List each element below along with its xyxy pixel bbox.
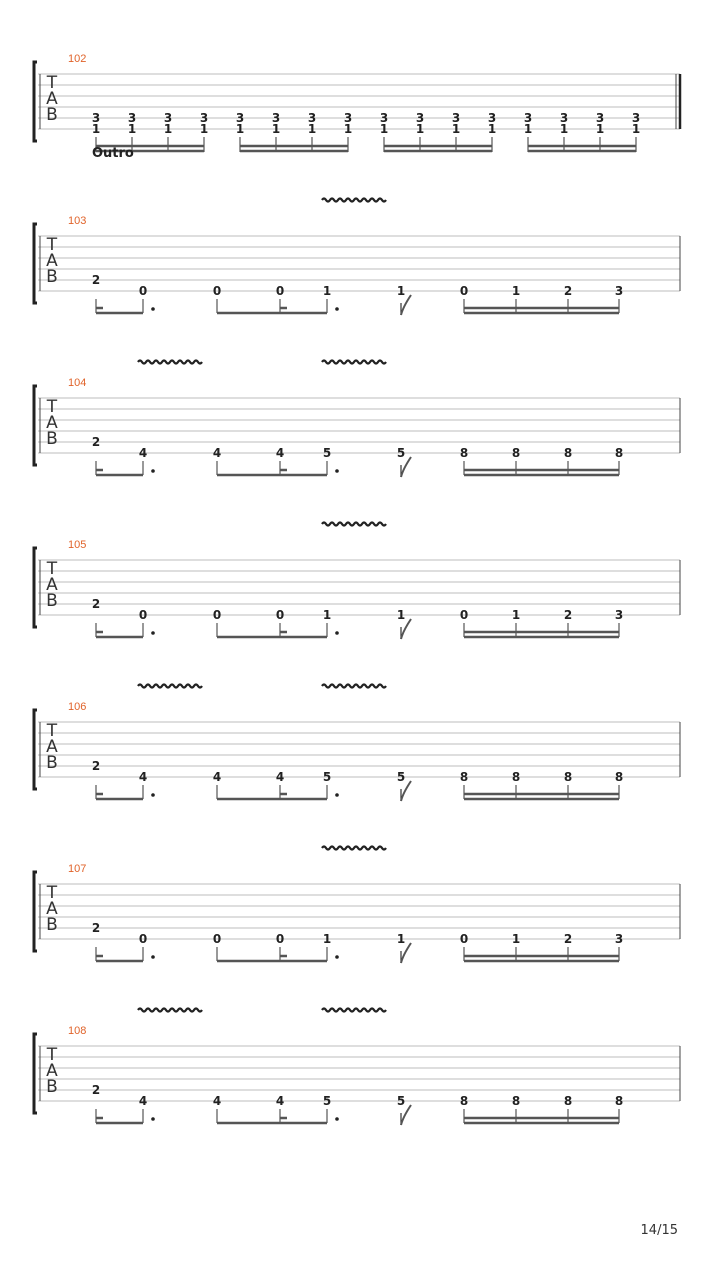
measure-number: 106 <box>68 701 87 713</box>
fret-number: 0 <box>459 284 469 298</box>
fret-number: 0 <box>138 932 148 946</box>
rhythm-dot <box>151 793 155 797</box>
note-flag <box>401 457 411 477</box>
fret-number: 2 <box>91 759 101 773</box>
fret-number: 3 <box>595 111 605 125</box>
section-label: Outro <box>92 146 134 161</box>
fret-number: 5 <box>322 770 332 784</box>
rhythm-dot <box>335 955 339 959</box>
fret-number: 4 <box>212 446 222 460</box>
fret-number: 3 <box>614 932 624 946</box>
fret-number: 1 <box>322 608 332 622</box>
measure-number: 108 <box>68 1025 87 1037</box>
fret-number: 3 <box>163 111 173 125</box>
fret-number: 0 <box>212 284 222 298</box>
fret-number: 4 <box>138 446 148 460</box>
fret-number: 1 <box>559 122 569 136</box>
vibrato-icon <box>138 361 202 364</box>
tab-clef-letter: B <box>46 105 58 125</box>
fret-number: 8 <box>459 770 469 784</box>
tab-clef-letter: T <box>46 235 58 255</box>
fret-number: 3 <box>199 111 209 125</box>
system-bracket <box>34 386 37 465</box>
fret-number: 1 <box>379 122 389 136</box>
fret-number: 8 <box>614 446 624 460</box>
fret-number: 3 <box>379 111 389 125</box>
fret-number: 0 <box>459 608 469 622</box>
system-bracket <box>34 548 37 627</box>
system-bracket <box>34 224 37 303</box>
measure-number: 107 <box>68 863 87 875</box>
fret-number: 3 <box>415 111 425 125</box>
fret-number: 0 <box>212 932 222 946</box>
fret-number: 1 <box>322 284 332 298</box>
fret-number: 1 <box>235 122 245 136</box>
note-flag <box>401 619 411 639</box>
fret-number: 3 <box>614 284 624 298</box>
fret-number: 1 <box>451 122 461 136</box>
fret-number: 1 <box>396 608 406 622</box>
fret-number: 1 <box>199 122 209 136</box>
fret-number: 2 <box>91 273 101 287</box>
tab-clef-letter: A <box>46 575 58 595</box>
fret-number: 2 <box>563 608 573 622</box>
rhythm-dot <box>335 1117 339 1121</box>
fret-number: 4 <box>275 770 285 784</box>
vibrato-icon <box>322 847 386 850</box>
rhythm-dot <box>335 307 339 311</box>
fret-number: 3 <box>523 111 533 125</box>
tab-clef-letter: T <box>46 1045 58 1065</box>
fret-number: 8 <box>614 1094 624 1108</box>
tab-system <box>34 361 680 478</box>
fret-number: 1 <box>511 932 521 946</box>
fret-number: 8 <box>563 1094 573 1108</box>
fret-number: 0 <box>212 608 222 622</box>
tab-clef-letter: A <box>46 737 58 757</box>
fret-number: 1 <box>127 122 137 136</box>
tab-clef-letter: B <box>46 915 58 935</box>
measure-number: 102 <box>68 53 87 65</box>
fret-number: 2 <box>91 597 101 611</box>
fret-number: 0 <box>459 932 469 946</box>
fret-number: 3 <box>614 608 624 622</box>
tab-system <box>34 685 680 802</box>
fret-number: 2 <box>91 435 101 449</box>
fret-number: 3 <box>451 111 461 125</box>
note-flag <box>401 1105 411 1125</box>
fret-number: 2 <box>91 1083 101 1097</box>
fret-number: 1 <box>307 122 317 136</box>
tab-clef-letter: T <box>46 721 58 741</box>
rhythm-dot <box>151 631 155 635</box>
rhythm-dot <box>335 793 339 797</box>
fret-number: 1 <box>511 284 521 298</box>
tab-system <box>34 146 680 315</box>
tab-clef-letter: B <box>46 591 58 611</box>
vibrato-icon <box>322 523 386 526</box>
fret-number: 2 <box>563 932 573 946</box>
vibrato-icon <box>322 1009 386 1012</box>
fret-number: 4 <box>138 770 148 784</box>
tab-clef-letter: B <box>46 1077 58 1097</box>
tab-system <box>34 523 680 640</box>
note-flag <box>401 943 411 963</box>
rhythm-dot <box>335 631 339 635</box>
tab-clef-letter: A <box>46 251 58 271</box>
fret-number: 1 <box>396 284 406 298</box>
rhythm-dot <box>151 1117 155 1121</box>
tab-systems <box>34 53 680 1125</box>
fret-number: 8 <box>563 446 573 460</box>
fret-number: 1 <box>163 122 173 136</box>
tab-clef-letter: A <box>46 413 58 433</box>
fret-number: 3 <box>127 111 137 125</box>
tab-clef-letter: T <box>46 73 58 93</box>
fret-number: 5 <box>396 1094 406 1108</box>
tab-clef-letter: B <box>46 267 58 287</box>
fret-number: 8 <box>459 446 469 460</box>
tab-clef-letter: A <box>46 899 58 919</box>
system-bracket <box>34 872 37 951</box>
rhythm-dot <box>151 307 155 311</box>
fret-number: 1 <box>415 122 425 136</box>
fret-number: 3 <box>235 111 245 125</box>
fret-number: 5 <box>322 446 332 460</box>
tab-clef-letter: T <box>46 559 58 579</box>
fret-number: 8 <box>511 446 521 460</box>
tab-clef-letter: T <box>46 397 58 417</box>
measure-number: 103 <box>68 215 87 227</box>
vibrato-icon <box>138 1009 202 1012</box>
fret-number: 0 <box>138 608 148 622</box>
fret-number: 1 <box>271 122 281 136</box>
tab-clef-letter: T <box>46 883 58 903</box>
fret-number: 2 <box>91 921 101 935</box>
fret-number: 1 <box>487 122 497 136</box>
fret-number: 8 <box>511 770 521 784</box>
tab-clef-letter: B <box>46 429 58 449</box>
vibrato-icon <box>322 361 386 364</box>
fret-number: 0 <box>275 932 285 946</box>
tab-clef-letter: A <box>46 89 58 109</box>
fret-number: 4 <box>212 770 222 784</box>
note-flag <box>401 295 411 315</box>
fret-number: 1 <box>91 122 101 136</box>
system-bracket <box>34 710 37 789</box>
rhythm-dot <box>151 955 155 959</box>
fret-number: 4 <box>138 1094 148 1108</box>
fret-number: 4 <box>275 1094 285 1108</box>
fret-number: 8 <box>511 1094 521 1108</box>
tab-system <box>34 53 680 152</box>
tab-clef-letter: A <box>46 1061 58 1081</box>
fret-number: 4 <box>275 446 285 460</box>
vibrato-icon <box>138 685 202 688</box>
fret-number: 3 <box>91 111 101 125</box>
fret-number: 8 <box>563 770 573 784</box>
tab-system <box>34 847 680 964</box>
fret-number: 1 <box>595 122 605 136</box>
fret-number: 4 <box>212 1094 222 1108</box>
fret-number: 5 <box>396 446 406 460</box>
fret-number: 3 <box>559 111 569 125</box>
vibrato-icon <box>322 199 386 202</box>
fret-number: 2 <box>563 284 573 298</box>
fret-number: 3 <box>487 111 497 125</box>
measure-number: 105 <box>68 539 87 551</box>
rhythm-dot <box>151 469 155 473</box>
fret-number: 0 <box>138 284 148 298</box>
note-flag <box>401 781 411 801</box>
fret-number: 1 <box>396 932 406 946</box>
fret-number: 3 <box>307 111 317 125</box>
fret-number: 3 <box>631 111 641 125</box>
tab-system <box>34 1009 680 1126</box>
fret-number: 0 <box>275 608 285 622</box>
measure-number: 104 <box>68 377 87 389</box>
fret-number: 8 <box>459 1094 469 1108</box>
page-number: 14/15 <box>640 1223 678 1238</box>
system-bracket <box>34 62 37 141</box>
fret-number: 1 <box>631 122 641 136</box>
fret-number: 1 <box>322 932 332 946</box>
vibrato-icon <box>322 685 386 688</box>
rhythm-dot <box>335 469 339 473</box>
fret-number: 8 <box>614 770 624 784</box>
tab-clef-letter: B <box>46 753 58 773</box>
fret-number: 3 <box>271 111 281 125</box>
fret-number: 5 <box>322 1094 332 1108</box>
fret-number: 0 <box>275 284 285 298</box>
fret-number: 1 <box>511 608 521 622</box>
fret-number: 5 <box>396 770 406 784</box>
fret-number: 1 <box>343 122 353 136</box>
fret-number: 3 <box>343 111 353 125</box>
fret-number: 1 <box>523 122 533 136</box>
system-bracket <box>34 1034 37 1113</box>
